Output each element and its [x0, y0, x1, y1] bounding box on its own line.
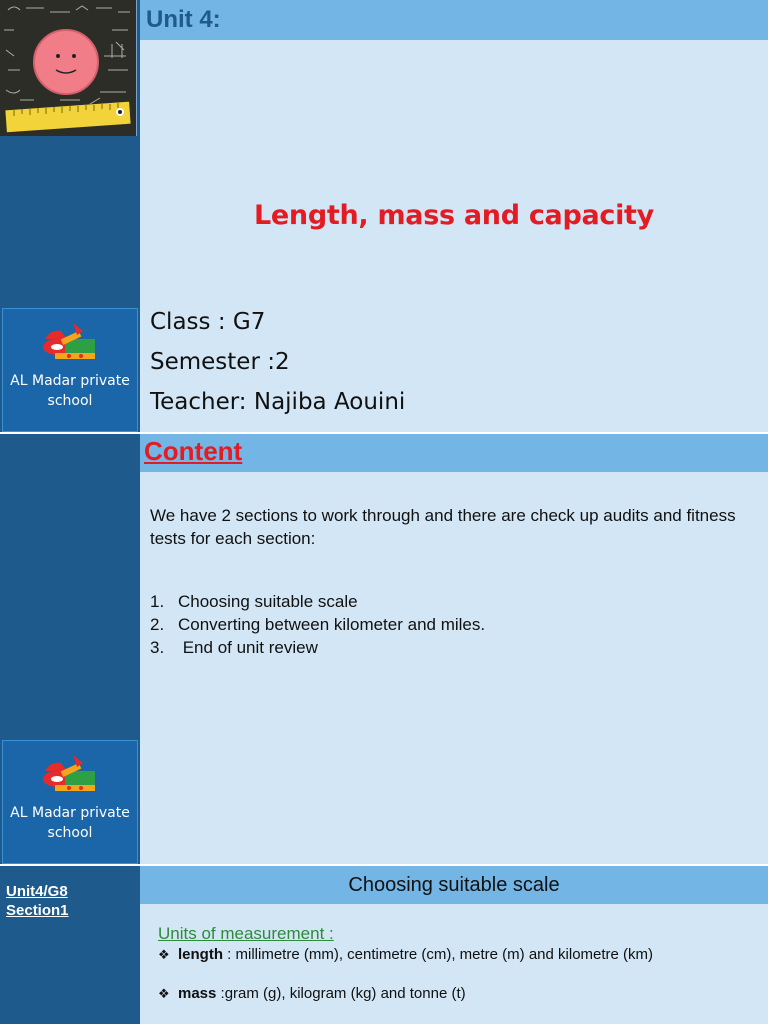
slide-header	[140, 866, 768, 904]
lesson-title: Length, mass and capacity	[254, 200, 654, 231]
bullet-mass: ❖ mass :gram (g), kilogram (kg) and tonne (t)	[158, 985, 466, 1002]
school-logo-box	[2, 308, 138, 432]
school-logo-box	[2, 740, 138, 864]
slide-content	[0, 434, 768, 864]
intro-paragraph: We have 2 sections to work through and there are check up audits and fitness tests for each section:	[150, 506, 736, 548]
list-item: 3. End of unit review	[150, 638, 318, 657]
school-logo-icon	[39, 753, 101, 797]
slide-section1	[0, 866, 768, 1024]
semester-line: Semester :2	[150, 349, 290, 375]
school-name: AL Madar private school	[10, 373, 130, 409]
unit-title: Unit 4:	[146, 6, 221, 33]
section-label: Unit4/G8 Section1	[6, 883, 69, 919]
math-chalkboard-image	[0, 0, 137, 136]
school-logo-icon	[39, 321, 101, 365]
slide-body	[140, 434, 768, 864]
diamond-bullet-icon: ❖	[158, 986, 170, 1001]
slide-sidebar	[0, 866, 140, 1024]
bullet-length: ❖ length : millimetre (mm), centimetre (cm), metre (m) and kilometre (km)	[158, 946, 654, 963]
content-title: Content	[144, 436, 243, 466]
list-item: 1. Choosing suitable scale	[150, 592, 358, 611]
slide-header	[140, 0, 768, 40]
section-title: Choosing suitable scale	[348, 874, 560, 896]
section-list	[150, 590, 485, 659]
slide-header	[140, 434, 768, 472]
units-title: Units of measurement :	[158, 924, 334, 943]
class-line: Class : G7	[150, 309, 266, 335]
teacher-line: Teacher: Najiba Aouini	[150, 389, 406, 415]
diamond-bullet-icon: ❖	[158, 947, 170, 962]
slide-title	[0, 0, 768, 432]
class-info	[150, 302, 405, 422]
school-name: AL Madar private school	[10, 805, 130, 841]
list-item: 2. Converting between kilometer and miles.	[150, 615, 486, 634]
